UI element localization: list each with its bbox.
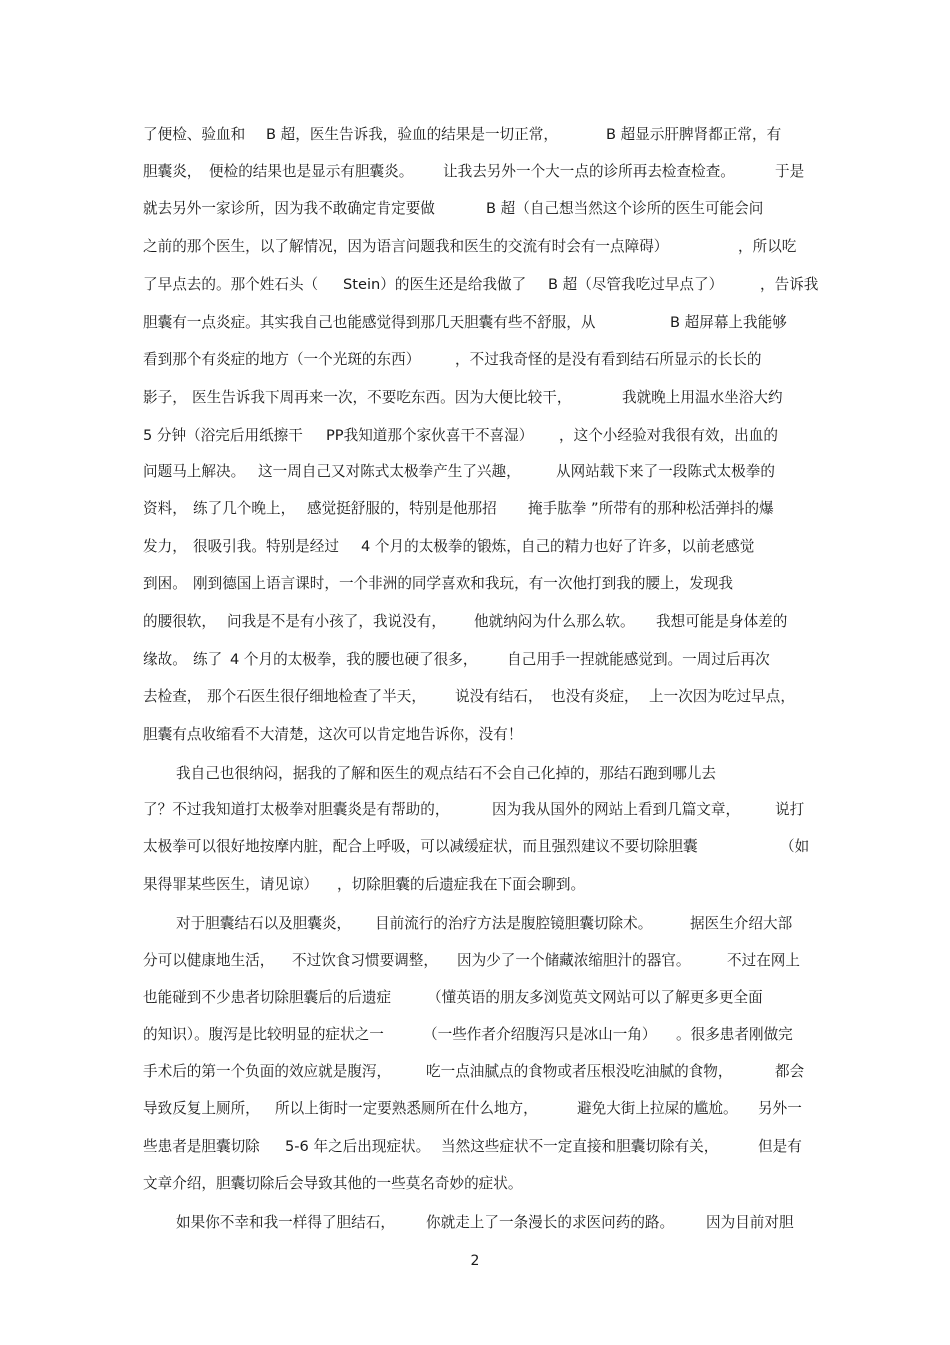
- text-segment: 因为目前对胆: [706, 1214, 794, 1231]
- text-line: [0, 686, 950, 708]
- text-line: [0, 913, 950, 935]
- text-segment: 之前的那个医生，以了解情况，因为语言问题我和医生的交流有时会有一点障碍）: [143, 238, 669, 255]
- text-segment: ，切除胆囊的后遗症我在下面会聊到。: [337, 876, 586, 893]
- text-segment: 手术后的第一个负面的效应就是腹泻，: [143, 1063, 392, 1080]
- text-segment: 5 分钟（浴完后用纸擦干: [143, 427, 303, 444]
- text-segment: 我想可能是身体差的: [656, 613, 788, 630]
- text-segment: B 超，医生告诉我，验血的结果是一切正常，: [266, 126, 558, 143]
- text-segment: 胆囊有点收缩看不大清楚，这次可以肯定地告诉你，没有！: [143, 726, 523, 743]
- text-segment: 去检查，: [143, 688, 202, 705]
- text-segment: 文章介绍，胆囊切除后会导致其他的一些莫名奇妙的症状。: [143, 1175, 523, 1192]
- text-segment: 因为少了一个储藏浓缩胆汁的器官。: [457, 952, 691, 969]
- text-segment: 4 个月的太极拳，我的腰也硬了很多，: [230, 651, 478, 668]
- text-line: [0, 1024, 950, 1046]
- text-line: [0, 349, 950, 371]
- text-segment: ，告诉我: [760, 276, 819, 293]
- text-segment: Stein）的医生还是给我做了: [343, 276, 527, 293]
- text-segment: 避免大街上拉屎的尴尬。: [577, 1100, 738, 1117]
- page-number: 2: [470, 1253, 480, 1269]
- text-segment: 问题马上解决。: [143, 463, 246, 480]
- text-segment: 上一次因为吃过早点，: [649, 688, 795, 705]
- text-segment: 但是有: [758, 1138, 802, 1155]
- text-segment: 了早点去的。那个姓石头（: [143, 276, 319, 293]
- text-segment: （如: [780, 838, 810, 855]
- text-line: [0, 950, 950, 972]
- text-segment: B 超屏幕上我能够: [670, 314, 787, 331]
- text-segment: 说打: [775, 801, 805, 818]
- text-segment: 目前流行的治疗方法是腹腔镜胆囊切除术。: [375, 915, 653, 932]
- text-segment: 的知识）。腹泻是比较明显的症状之一: [143, 1026, 384, 1043]
- text-segment: 4 个月的太极拳的锻炼，自己的精力也好了许多，以前老感觉: [361, 538, 755, 555]
- text-segment: 都会: [775, 1063, 805, 1080]
- text-line: [0, 387, 950, 409]
- text-segment: 果得罪某些医生，请见谅）: [143, 876, 319, 893]
- text-segment: 这一周自己又对陈式太极拳产生了兴趣，: [258, 463, 521, 480]
- text-segment: 很吸引我。特别是经过: [193, 538, 339, 555]
- text-line: [0, 536, 950, 558]
- text-segment: 医生告诉我下周再来一次，不要吃东西。因为大便比较干，: [192, 389, 572, 406]
- text-segment: 看到那个有炎症的地方（一个光斑的东西）: [143, 351, 421, 368]
- text-line: [0, 1136, 950, 1158]
- text-segment: PP我知道那个家伙喜干不喜湿）: [326, 427, 534, 444]
- text-segment: 到困。: [143, 575, 187, 592]
- text-segment: 分可以健康地生活，: [143, 952, 275, 969]
- text-line: [0, 874, 950, 896]
- text-line: [0, 649, 950, 671]
- text-segment: 些患者是胆囊切除: [143, 1138, 260, 1155]
- text-segment: ，不过我奇怪的是没有看到结石所显示的长长的: [455, 351, 762, 368]
- text-segment: 便检的结果也是显示有胆囊炎。: [209, 163, 414, 180]
- text-line: [0, 1212, 950, 1234]
- text-line: [0, 763, 950, 785]
- text-segment: 不过在网上: [727, 952, 800, 969]
- text-segment: 也没有炎症，: [551, 688, 639, 705]
- text-line: [0, 274, 950, 296]
- text-segment: 。很多患者刚做完: [676, 1026, 793, 1043]
- text-segment: 吃一点油腻点的食物或者压根没吃油腻的食物，: [426, 1063, 733, 1080]
- text-segment: 因为我从国外的网站上看到几篇文章，: [492, 801, 741, 818]
- text-segment: 据医生介绍大部: [690, 915, 793, 932]
- text-segment: 胆囊有一点炎症。其实我自己也能感觉得到那几天胆囊有些不舒服，从: [143, 314, 596, 331]
- text-segment: 我就晚上用温水坐浴大约: [622, 389, 783, 406]
- text-segment: 从网站载下来了一段陈式太极拳的: [556, 463, 775, 480]
- text-segment: 自己用手一捏就能感觉到。一周过后再次: [507, 651, 770, 668]
- text-line: [0, 124, 950, 146]
- text-segment: 问我是不是有小孩了，我说没有，: [227, 613, 446, 630]
- text-segment: 5-6 年之后出现症状。: [285, 1138, 431, 1155]
- text-segment: 了便检、验血和: [143, 126, 246, 143]
- text-line: [0, 425, 950, 447]
- text-line: [0, 198, 950, 220]
- text-segment: 所以上街时一定要熟悉厕所在什么地方，: [275, 1100, 538, 1117]
- text-line: [0, 236, 950, 258]
- text-segment: 当然这些症状不一定直接和胆囊切除有关，: [441, 1138, 719, 1155]
- text-segment: 导致反复上厕所，: [143, 1100, 260, 1117]
- text-segment: 他就纳闷为什么那么软。: [474, 613, 635, 630]
- text-line: [0, 1061, 950, 1083]
- text-segment: B 超（自己想当然这个诊所的医生可能会问: [486, 200, 764, 217]
- text-segment: 练了: [193, 651, 223, 668]
- text-segment: 就去另外一家诊所，因为我不敢确定肯定要做: [143, 200, 435, 217]
- text-segment: 我自己也很纳闷，据我的了解和医生的观点结石不会自己化掉的，那结石跑到哪儿去: [176, 765, 716, 782]
- text-segment: 你就走上了一条漫长的求医问药的路。: [426, 1214, 675, 1231]
- text-line: [0, 161, 950, 183]
- text-segment: （懂英语的朋友多浏览英文网站可以了解更多更全面: [427, 989, 763, 1006]
- text-segment: B 超显示肝脾肾都正常，有: [606, 126, 782, 143]
- text-segment: 感觉挺舒服的，特别是他那招: [307, 500, 497, 517]
- text-line: [0, 573, 950, 595]
- text-segment: 刚到德国上语言课时，一个非洲的同学喜欢和我玩，有一次他打到我的腰上，发现我: [193, 575, 733, 592]
- text-line: [0, 1098, 950, 1120]
- text-segment: 说没有结石，: [455, 688, 543, 705]
- text-segment: B 超（尽管我吃过早点了）: [548, 276, 724, 293]
- text-segment: 了？不过我知道打太极拳对胆囊炎是有帮助的，: [143, 801, 450, 818]
- text-segment: 于是: [775, 163, 805, 180]
- text-segment: 掩手肱拳 ”所带有的那种松活弹抖的爆: [528, 500, 774, 517]
- text-segment: ，这个小经验对我很有效，出血的: [559, 427, 778, 444]
- text-segment: 如果你不幸和我一样得了胆结石，: [176, 1214, 395, 1231]
- text-segment: ，所以吃: [738, 238, 797, 255]
- text-segment: 的腰很软，: [143, 613, 216, 630]
- text-segment: 发力，: [143, 538, 187, 555]
- text-segment: 缘故。: [143, 651, 187, 668]
- text-line: [0, 312, 950, 334]
- text-segment: 太极拳可以很好地按摩内脏，配合上呼吸，可以减缓症状，而且强烈建议不要切除胆囊: [143, 838, 698, 855]
- text-segment: 影子，: [143, 389, 187, 406]
- text-line: [0, 724, 950, 746]
- text-segment: 对于胆囊结石以及胆囊炎，: [176, 915, 352, 932]
- text-segment: 练了几个晚上，: [193, 500, 296, 517]
- text-segment: 资料，: [143, 500, 187, 517]
- text-line: [0, 987, 950, 1009]
- text-line: [0, 836, 950, 858]
- text-segment: 让我去另外一个大一点的诊所再去检查检查。: [443, 163, 735, 180]
- text-line: [0, 611, 950, 633]
- text-line: [0, 498, 950, 520]
- text-line: [0, 461, 950, 483]
- text-segment: 另外一: [758, 1100, 802, 1117]
- text-segment: 也能碰到不少患者切除胆囊后的后遗症: [143, 989, 392, 1006]
- text-line: [0, 1173, 950, 1195]
- text-segment: （一些作者介绍腹泻只是冰山一角）: [423, 1026, 657, 1043]
- text-segment: 那个石医生很仔细地检查了半天，: [207, 688, 426, 705]
- text-segment: 不过饮食习惯要调整，: [292, 952, 438, 969]
- text-segment: 胆囊炎，: [143, 163, 202, 180]
- text-line: [0, 799, 950, 821]
